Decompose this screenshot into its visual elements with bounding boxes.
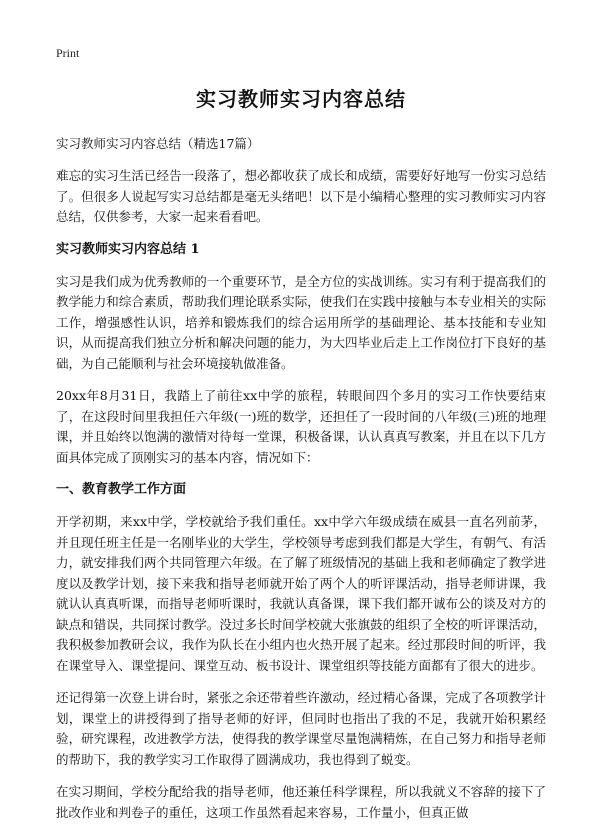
paragraph-1: 实习是我们成为优秀教师的一个重要环节，是全方位的实战训练。实习有利于提高我们的教学能力和综合素质，帮助我们理论联系实际，使我们在实践中接触与本专业相关的实际工作，增强感性认识，培养和锻炼我们的综合运用所学的基础理论、基本技能和专业知识，从而提高我们独立分析和解决问题的能力，为大四毕业后走上工作岗位打下良好的基础，为自己能顺利与社会环境接轨做准备。 <box>56 273 546 371</box>
page-title: 实习教师实习内容总结 <box>196 87 406 111</box>
article-heading: 实习教师实习内容总结 1 <box>56 241 200 257</box>
paragraph-4: 还记得第一次登上讲台时，紧张之余还带着些许激动，经过精心备课，完成了各项教学计划，课堂上的讲授得到了指导老师的好评，但同时也指出了我的不足，我就开始积累经验，研究课程，改进教学方法，使得我的教学课堂尽量饱满精炼，在自己努力和指导老师的帮助下，我的教学实习工作取得了圆满成功，我也得到了蜕变。 <box>56 690 546 767</box>
paragraph-3: 开学初期，来xx中学，学校就给予我们重任。xx中学六年级成绩在威县一直名列前茅，并且现任班主任是一名刚毕业的大学生，学校领导考虑到我们都是大学生，有朝气、有活力，就安排我们两个共同管理六年级。在了解了班级情况的基础上我和老师确定了教学进度以及教学计划，接下来我和指导老师就开始了两个人的听评课活动，指导老师讲课，我就认认真真听课，而指导老师听课时，我就认真备课，课下我们都开诚布公的谈及对方的缺点和错误，共同探讨教学。没过多长时间学校就大张旗鼓的组织了全校的听评课活动，我积极参加教研会议，我作为队长在小组内也火热开展了起来。经过那段时间的听评，我在课堂导入、课堂提问、课堂互动、板书设计、课堂组织等技能方面都有了很大的进步。 <box>56 514 546 673</box>
paragraph-5: 在实习期间，学校分配给我的指导老师，他还兼任科学课程，所以我就义不容辞的接下了批改作业和判卷子的重任，这项工作虽然看起来容易，工作量小，但真正做 <box>56 784 546 820</box>
print-link[interactable]: Print <box>56 46 80 60</box>
document-subtitle: 实习教师实习内容总结（精选17篇） <box>56 136 260 151</box>
document-page <box>56 46 546 835</box>
paragraph-2: 20xx年8月31日，我踏上了前往xx中学的旅程，转眼间四个多月的实习工作快要结束了，在这段时间里我担任六年级(一)班的数学，还担任了一段时间的八年级(三)班的地理课，并且始终以饱满的激情对待每一堂课，积极备课，认认真真写教案，并且在以下几方面具体完成了顶刚实习的基本内容，情况如下： <box>56 388 546 465</box>
section-heading-teaching: 一、教育教学工作方面 <box>56 482 187 497</box>
intro-paragraph: 难忘的实习生活已经告一段落了，想必都收获了成长和成绩，需要好好地写一份实习总结了。但很多人说起写实习总结都是毫无头绪吧！以下是小编精心整理的实习教师实习内容总结，仅供参考，大家一起来看看吧。 <box>56 168 546 224</box>
